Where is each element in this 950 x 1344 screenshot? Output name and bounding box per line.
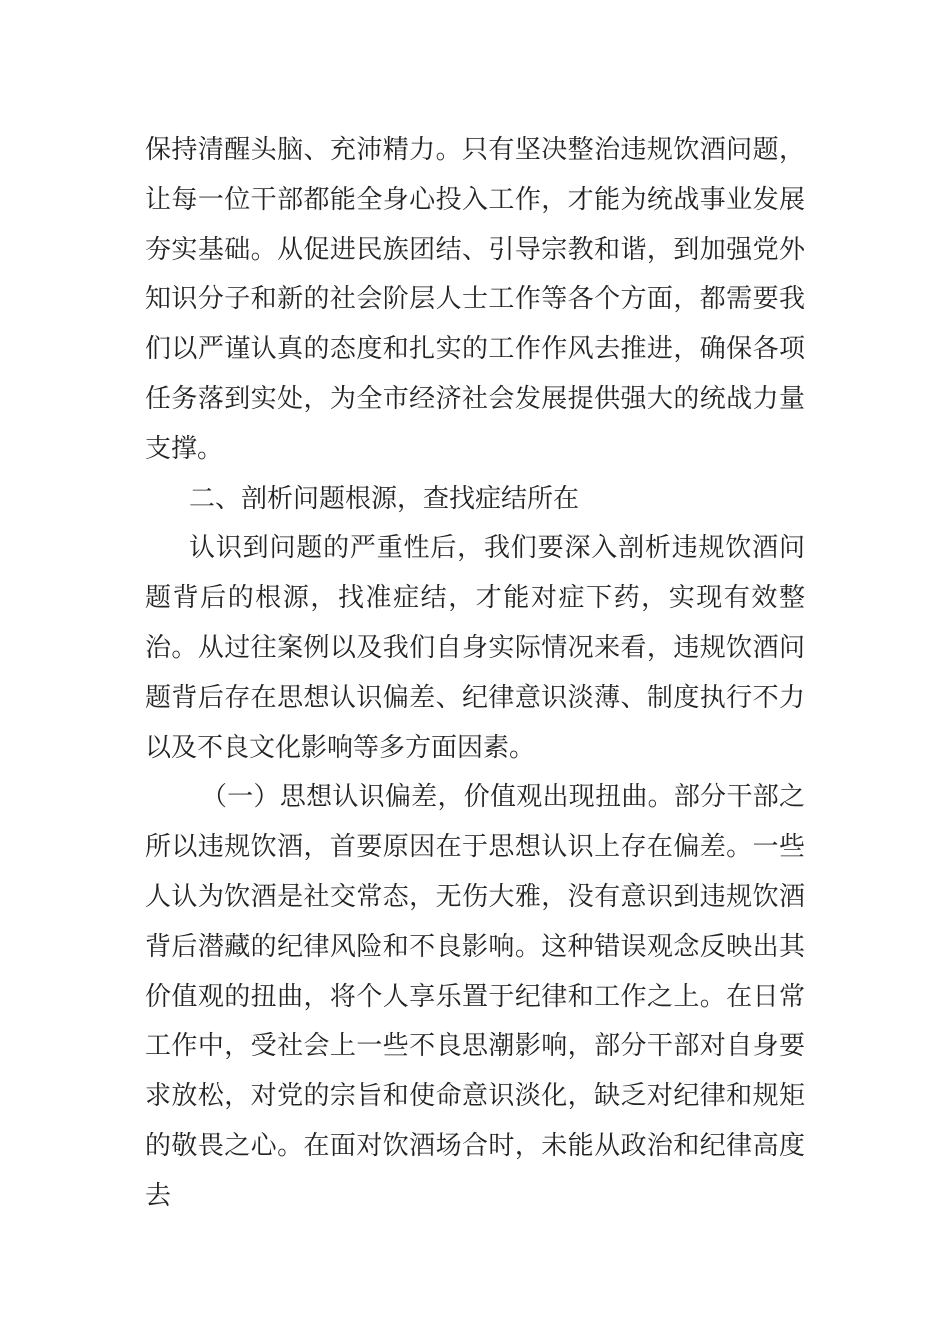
paragraph-continuation: 保持清醒头脑、充沛精力。只有坚决整治违规饮酒问题，让每一位干部都能全身心投入工作，才能为统战事业发展夯实基础。从促进民族团结、引导宗教和谐，到加强党外知识分子和新的社会阶层人士工作等各个方面，都需要我们以严谨认真的态度和扎实的工作作风去推进，确保各项任务落到实处，为全市经济社会发展提供强大的统战力量支撑。 (145, 135, 805, 464)
paragraph-intro: 认识到问题的严重性后，我们要深入剖析违规饮酒问题背后的根源，找准症结，才能对症下药，实现有效整治。从过往案例以及我们自身实际情况来看，违规饮酒问题背后存在思想认识偏差、纪律意识淡薄、制度执行不力以及不良文化影响等多方面因素。 (145, 533, 805, 763)
paragraph-subsection-1: （一）思想认识偏差，价值观出现扭曲。部分干部之所以违规饮酒，首要原因在于思想认识上存在偏差。一些人认为饮酒是社交常态，无伤大雅，没有意识到违规饮酒背后潜藏的纪律风险和不良影响。这种错误观念反映出其价值观的扭曲，将个人享乐置于纪律和工作之上。在日常工作中，受社会上一些不良思潮影响，部分干部对自身要求放松，对党的宗旨和使命意识淡化，缺乏对纪律和规矩的敬畏之心。在面对饮酒场合时，未能从政治和纪律高度去 (145, 782, 805, 1211)
document-body (145, 126, 805, 1222)
section-heading: 二、剖析问题根源，查找症结所在 (189, 483, 580, 514)
